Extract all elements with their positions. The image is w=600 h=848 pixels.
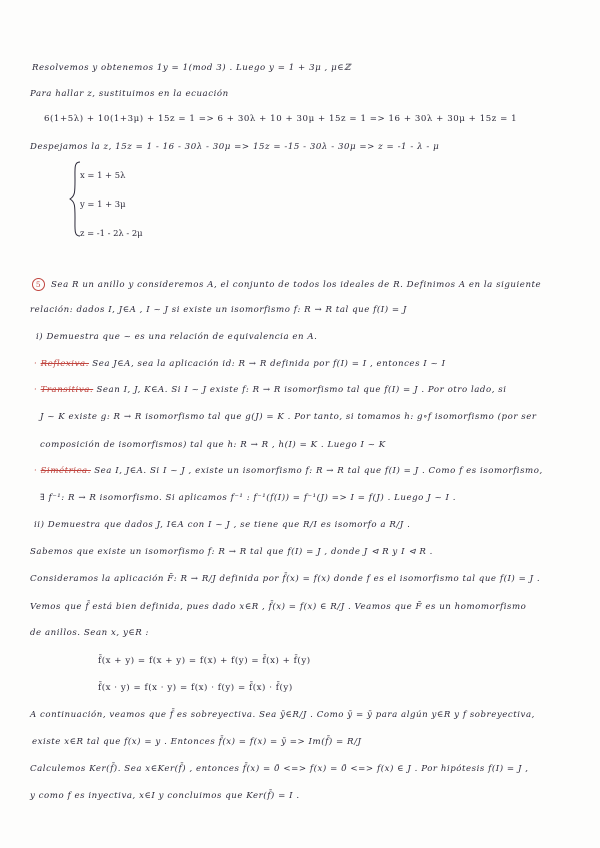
symmetric-line: · Simétrica. Sea I, J∈A. Si I ~ J , existe un isomorfismo f: R → R tal que f(I) = J . Como f es isomorfismo, [34, 466, 543, 476]
reflexive-label: Reflexiva. [40, 359, 89, 369]
problem-statement-1 [32, 278, 541, 291]
proof-line-1: Sabemos que existe un isomorfismo f: R → R tal que f(I) = J , donde J ⊲ R y I ⊲ R . [30, 547, 433, 557]
problem-number-badge: 5 [32, 278, 45, 291]
problem-statement-2: relación: dados I, J∈A , I ~ J si existe un isomorfismo f: R → R tal que f(I) = J [30, 305, 407, 315]
line-find-z: Para hallar z, sustituimos en la ecuación [30, 89, 229, 99]
reflexive-line: · Reflexiva. Sea J∈A, sea la aplicación id: R → R definida por f(I) = I , entonces I ~ I [34, 359, 446, 369]
part-i-heading: i) Demuestra que ~ es una relación de equivalencia en A. [36, 332, 318, 342]
symmetric-label: Simétrica. [40, 466, 91, 476]
system-y: y = 1 + 3μ [80, 199, 126, 209]
homomorphism-product: f̄(x · y) = f(x · y) = f(x) · f(y) = f̄(x) · f̄(y) [98, 683, 293, 693]
problem-text-1: Sea R un anillo y consideremos A, el conjunto de todos los ideales de R. Definimos A en la siguiente [51, 280, 542, 290]
line-substitution: 6(1+5λ) + 10(1+3μ) + 15z = 1 => 6 + 30λ + 10 + 30μ + 15z = 1 => 16 + 30λ + 30μ + 15z = 1 [44, 114, 518, 124]
proof-line-5: A continuación, veamos que f̄ es sobreyectiva. Sea ȳ∈R/J . Como ȳ = ȳ para algún y∈R y f sobreyectiva, [30, 710, 535, 720]
proof-line-4: de anillos. Sean x, y∈R : [30, 628, 150, 638]
transitive-line-3: composición de isomorfismos) tal que h: R → R , h(I) = K . Luego I ~ K [40, 440, 386, 450]
transitive-label: Transitiva. [40, 385, 94, 395]
proof-line-7: Calculemos Ker(f̄). Sea x∈Ker(f̄) , entonces f̄(x) = 0̄ <=> f(x) = 0̄ <=> f(x) ∈ J . Por hipótesis f(I) = J , [30, 764, 529, 774]
transitive-line-2: J ~ K existe g: R → R isomorfismo tal que g(J) = K . Por tanto, si tomamos h: g∘f isomorfismo (por ser [40, 412, 537, 422]
proof-line-6: existe x∈R tal que f(x) = y . Entonces f̄(x) = f(x) = ȳ => Im(f̄) = R/J [32, 737, 362, 747]
homomorphism-sum: f̄(x + y) = f(x + y) = f(x) + f(y) = f̄(x) + f̄(y) [98, 656, 311, 666]
system-x: x = 1 + 5λ [80, 170, 126, 180]
system-z: z = -1 - 2λ - 2μ [80, 228, 143, 238]
transitive-line: · Transitiva. Sean I, J, K∈A. Si I ~ J existe f: R → R isomorfismo tal que f(I) = J . Por otro lado, si [34, 385, 507, 395]
part-ii-heading: ii) Demuestra que dados J, I∈A con I ~ J , se tiene que R/I es isomorfo a R/J . [34, 520, 411, 530]
proof-line-3: Vemos que f̄ está bien definida, pues dado x∈R , f̄(x) = f(x) ∈ R/J . Veamos que F̄ es un homomorfismo [30, 602, 527, 612]
symmetric-line-2: ∃ f⁻¹: R → R isomorfismo. Si aplicamos f⁻¹ : f⁻¹(f(I)) = f⁻¹(J) => I = f(J) . Luego J ~ I . [40, 493, 456, 503]
symmetric-text: Sea I, J∈A. Si I ~ J , existe un isomorfismo f: R → R tal que f(I) = J . Como f es isomorfismo, [90, 466, 543, 476]
proof-line-2: Consideramos la aplicación F̄: R → R/J definida por f̄(x) = f(x) donde f es el isomorfismo tal que f(I) = J . [30, 574, 541, 584]
transitive-text: Sean I, J, K∈A. Si I ~ J existe f: R → R isomorfismo tal que f(I) = J . Por otro lado, si [93, 385, 507, 395]
line-resolve-y: Resolvemos y obtenemos 1y = 1(mod 3) . Luego y = 1 + 3μ , μ∈ℤ [32, 63, 351, 73]
proof-line-8: y como f es inyectiva, x∈I y concluimos que Ker(f̄) = I . [30, 791, 300, 801]
line-solve-z: Despejamos la z, 15z = 1 - 16 - 30λ - 30μ => 15z = -15 - 30λ - 30μ => z = -1 - λ - μ [30, 142, 440, 152]
reflexive-text: Sea J∈A, sea la aplicación id: R → R definida por f(I) = I , entonces I ~ I [88, 359, 446, 369]
